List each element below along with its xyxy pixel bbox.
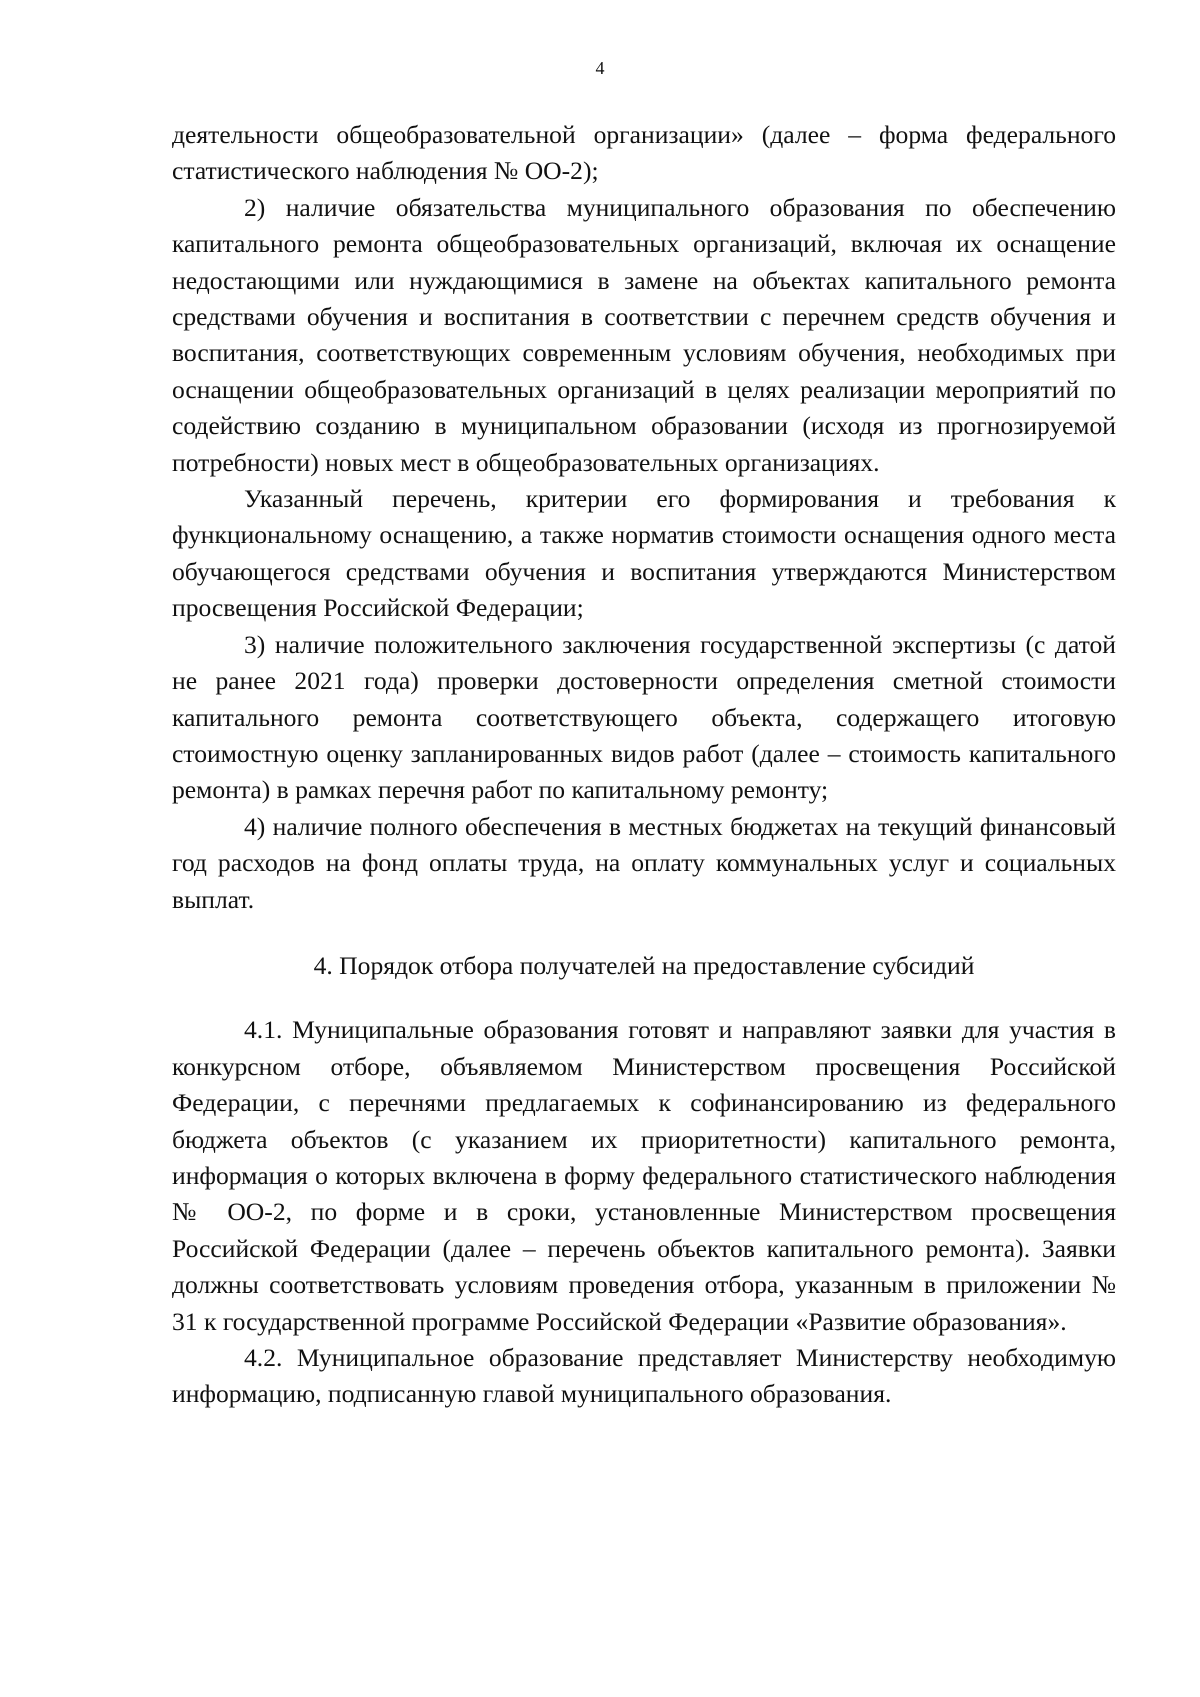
paragraph-item-3: 3) наличие положительного заключения государственной экспертизы (с датой не ранее 2021 года) проверки достоверности определения сметной стоимости капитального ремонта соответствующего объекта, содержащего итоговую стоимостную оценку запланированных видов работ (далее – стоимость капитального ремонта) в рамках перечня работ по капитальному ремонту; xyxy=(172,629,1116,805)
paragraph-4-1: 4.1. Муниципальные образования готовят и направляют заявки для участия в конкурсном отборе, объявляемом Министерством просвещения Российской Федерации, с перечнями предлагаемых к софинансированию из федерального бюджета объектов (с указанием их приоритетности) капитального ремонта, информация о которых включена в форму федерального статистического наблюдения № ОО-2, по форме и в сроки, установленные Министерством просвещения Российской Федерации (далее – перечень объектов капитального ремонта). Заявки должны соответствовать условиям проведения отбора, указанным в приложении № 31 к государственной программе Российской Федерации «Развитие образования». xyxy=(172,1015,1116,1336)
page-number: 4 xyxy=(595,58,605,78)
document-body xyxy=(172,117,1116,1413)
paragraph-item-4: 4) наличие полного обеспечения в местных бюджетах на текущий финансовый год расходов на фонд оплаты труда, на оплату коммунальных услуг и социальных выплат. xyxy=(172,811,1116,914)
paragraph-item-2: 2) наличие обязательства муниципального образования по обеспечению капитального ремонта общеобразовательных организаций, включая их оснащение недостающими или нуждающимися в замене на объектах капитального ремонта средствами обучения и воспитания в соответствии с перечнем средств обучения и воспитания, соответствующих современным условиям обучения, необходимых при оснащении общеобразовательных организаций в целях реализации мероприятий по содействию созданию в муниципальном образовании (исходя из прогнозируемой потребности) новых мест в общеобразовательных организациях. xyxy=(172,192,1116,477)
paragraph-list-note: Указанный перечень, критерии его формирования и требования к функциональному оснащению, а также норматив стоимости оснащения одного места обучающегося средствами обучения и воспитания утверждаются Министерством просвещения Российской Федерации; xyxy=(172,484,1116,623)
paragraph-4-2: 4.2. Муниципальное образование представляет Министерству необходимую информацию, подписанную главой муниципального образования. xyxy=(172,1343,1116,1409)
section-heading: 4. Порядок отбора получателей на предоставление субсидий xyxy=(313,950,975,980)
paragraph-continuation: деятельности общеобразовательной организации» (далее – форма федерального статистического наблюдения № ОО-2); xyxy=(172,120,1116,186)
